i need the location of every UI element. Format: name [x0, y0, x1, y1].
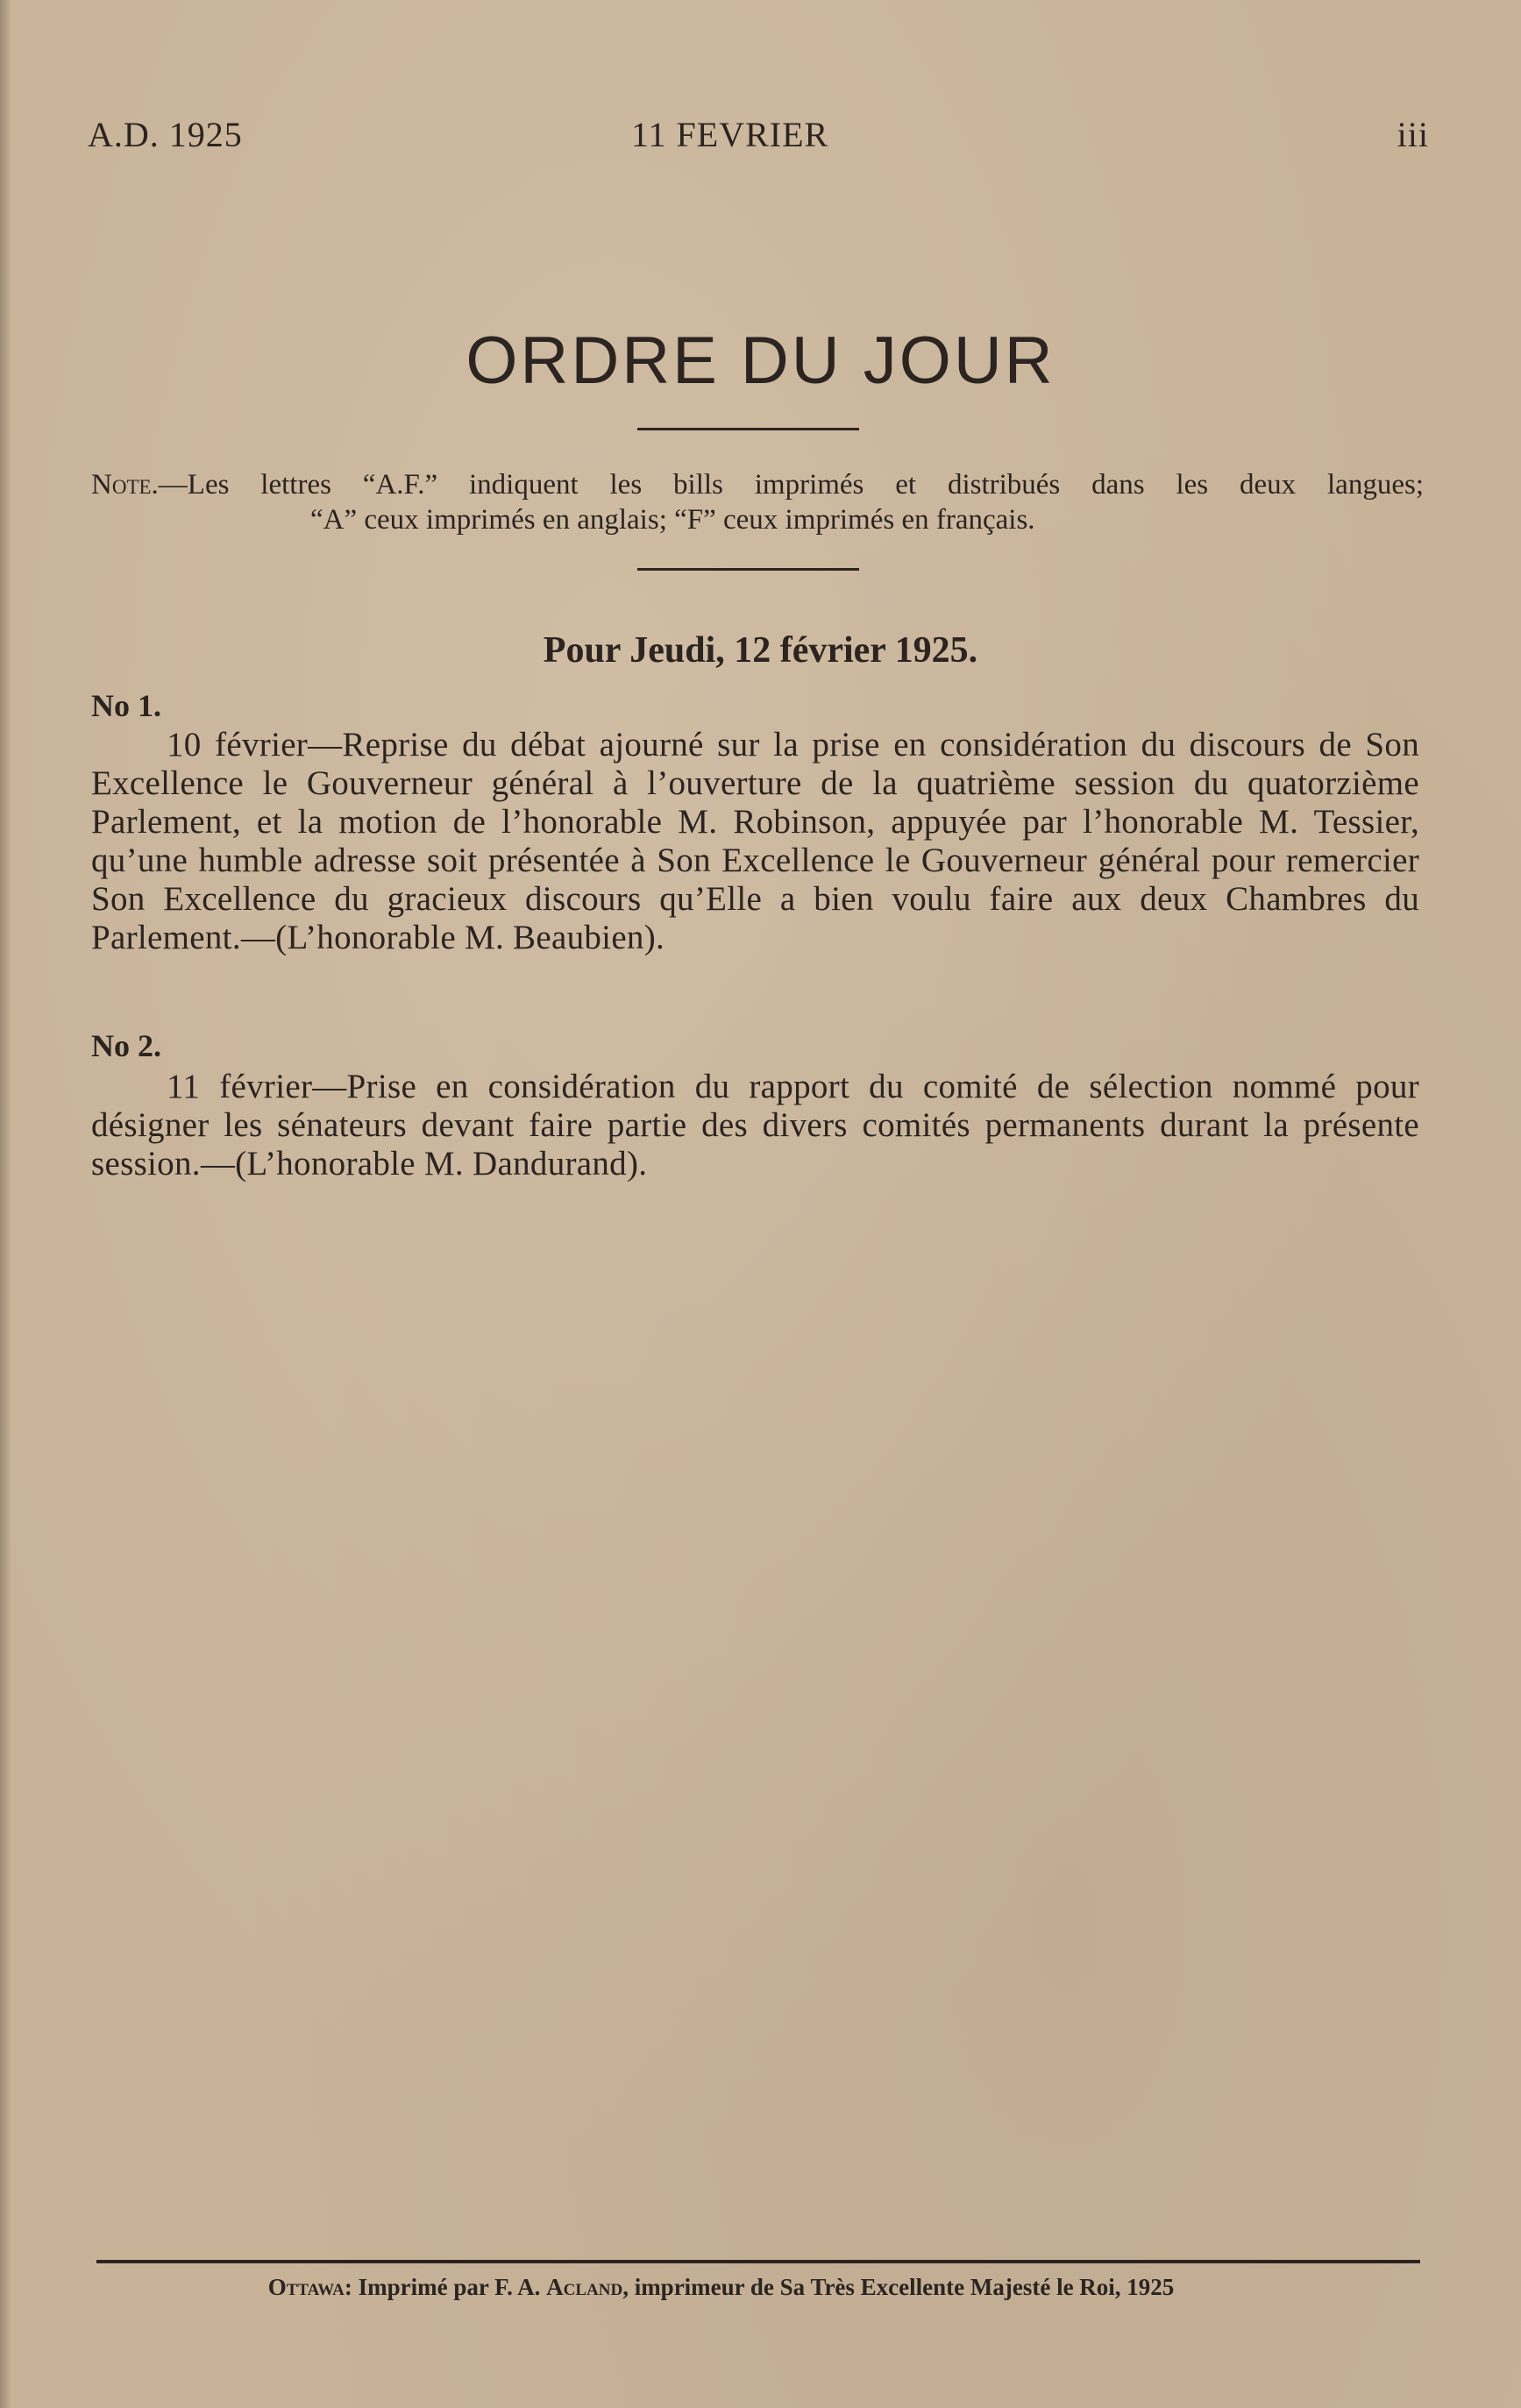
- imprint-text-2: , imprimeur de Sa Très Excellente Majesté le Roi, 1925: [622, 2274, 1175, 2300]
- title-divider: [637, 428, 859, 430]
- note-line-1: [91, 467, 1424, 502]
- running-header: [88, 114, 1429, 167]
- date-heading: Pour Jeudi, 12 février 1925.: [543, 630, 978, 671]
- note-line-2: “A” ceux imprimés en anglais; “F” ceux imprimés en français.: [310, 504, 1035, 536]
- note-divider: [637, 568, 859, 571]
- imprint-printer: Acland: [546, 2274, 623, 2300]
- imprint-city: Ottawa: [267, 2274, 345, 2300]
- item-number-1: No 1.: [91, 688, 161, 723]
- printer-imprint: [0, 2274, 1521, 2301]
- footer-divider: [96, 2260, 1420, 2263]
- header-date: 11 FEVRIER: [631, 115, 829, 154]
- note-paragraph: [91, 467, 1424, 537]
- item-text-2: 11 février—Prise en considération du rapport du comité de sélection nommé pour désigner les sénateurs devant faire partie des divers comités permanents durant la présente session.—(L’honorable M. Dandurand).: [91, 1068, 1419, 1183]
- header-year: A.D. 1925: [88, 115, 243, 154]
- imprint-text-1: : Imprimé par F. A.: [344, 2274, 547, 2300]
- imprint-line: [268, 2274, 1175, 2301]
- note-label: Note.: [91, 469, 159, 501]
- note-line-1-text: —Les lettres “A.F.” indiquent les bills imprimés et distribués dans les deux langues;: [158, 469, 1424, 501]
- item-number-2: No 2.: [91, 1028, 161, 1063]
- item-text-1: 10 février—Reprise du débat ajourné sur la prise en considération du discours de Son Excellence le Gouverneur général à l’ouverture de la quatrième session du quatorzième Parlement, et la motion de l’honorable M. Robinson, appuyée par l’honorable M. Tessier, qu’une humble adresse soit présentée à Son Excellence le Gouverneur général pour remercier Son Excellence du gracieux discours qu’Elle a bien voulu faire aux deux Chambres du Parlement.—(L’honorable M. Beaubien).: [91, 726, 1419, 956]
- header-page-number: iii: [1397, 115, 1429, 154]
- page-title: ORDRE DU JOUR: [466, 323, 1055, 398]
